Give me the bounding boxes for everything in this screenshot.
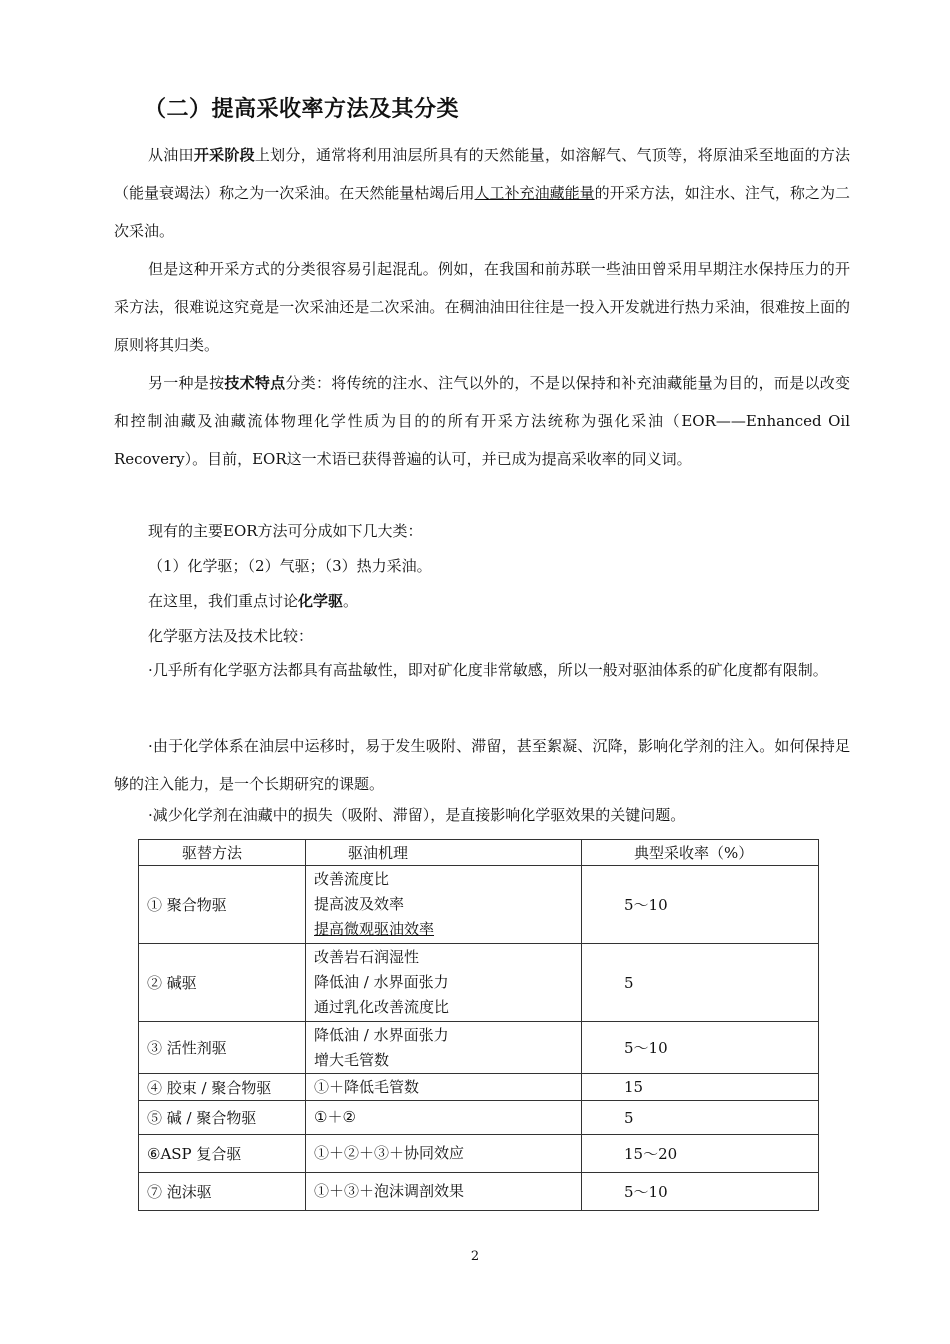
cell-mechanism — [306, 1074, 582, 1101]
cell-recovery-rate: 5～10 — [582, 866, 819, 944]
table-row — [139, 944, 819, 1022]
bullet-chemical-loss: ·减少化学剂在油藏中的损失（吸附、滞留），是直接影响化学驱效果的关键问题。 — [148, 806, 686, 824]
cell-mechanism — [306, 1173, 582, 1211]
text-run: 分类：将传统的注水、注气以外的，不是以保持和补充油藏能量为目的，而是以改变和控制油藏及油藏流体物理化学性质为目的的所有开采方法统称为强化采油（EOR——Enhanced Oil Recovery）。目前，EOR这一术语已获得普遍的认可，并已成为提高采收率的同义词。 — [114, 374, 850, 468]
comparison-intro: 化学驱方法及技术比较： — [148, 627, 314, 645]
cell-mechanism — [306, 944, 582, 1022]
bullet-adsorption-retention: ·由于化学体系在油层中运移时，易于发生吸附、滞留，甚至絮凝、沉降，影响化学剂的注入。如何保持足够的注入能力，是一个长期研究的课题。 — [114, 737, 850, 793]
table-row — [139, 1135, 819, 1173]
section-heading: （二）提高采收率方法及其分类 — [144, 97, 460, 122]
focus-statement — [148, 589, 358, 613]
bold-term-technical-features: 技术特点 — [224, 374, 286, 392]
mechanism-line: 降低油 / 水界面张力 — [314, 973, 449, 991]
cell-method: ⑥ASP 复合驱 — [139, 1135, 306, 1173]
paragraph-eor-definition — [114, 364, 850, 478]
mechanism-line: ①＋② — [314, 1108, 356, 1126]
header-mechanism: 驱油机理 — [306, 840, 582, 866]
table-row — [139, 1101, 819, 1135]
table-row — [139, 866, 819, 944]
cell-mechanism — [306, 1022, 582, 1074]
mechanism-line: 提高波及效率 — [314, 895, 405, 913]
header-recovery-rate: 典型采收率（%） — [582, 840, 819, 866]
text-run: 上划分，通常将利用油层所具有的天然能量，如溶解气、气顶等，将原油采至地面的方法（能量衰竭法）称之为一次采油。在天然能量枯竭后用 — [114, 146, 850, 202]
paragraph-classification-confusion: 但是这种开采方式的分类很容易引起混乱。例如，在我国和前苏联一些油田曾采用早期注水保持压力的开采方法，很难说这究竟是一次采油还是二次采油。在稠油油田往往是一投入开发就进行热力采油，很难按上面的原则将其归类。 — [114, 260, 850, 354]
table-row — [139, 1074, 819, 1101]
table-row — [139, 1173, 819, 1211]
bold-term-development-stage: 开采阶段 — [193, 146, 255, 164]
header-method: 驱替方法 — [139, 840, 306, 866]
mechanism-line: 改善流度比 — [314, 870, 390, 888]
mechanism-line: 改善岩石润湿性 — [314, 948, 420, 966]
cell-mechanism — [306, 866, 582, 944]
mechanism-line: 增大毛管数 — [314, 1050, 390, 1069]
cell-recovery-rate: 15 — [582, 1074, 819, 1101]
cell-mechanism — [306, 1135, 582, 1173]
cell-method: ⑤ 碱 / 聚合物驱 — [139, 1101, 306, 1135]
page-number: 2 — [470, 1249, 480, 1264]
text-run: 从油田 — [148, 146, 194, 164]
cell-method: ④ 胶束 / 聚合物驱 — [139, 1074, 306, 1101]
mechanism-line: 降低油 / 水界面张力 — [314, 1025, 449, 1044]
bold-term-chemical-flooding: 化学驱 — [298, 592, 344, 610]
cell-method: ② 碱驱 — [139, 944, 306, 1022]
text-run: 在这里，我们重点讨论 — [148, 592, 299, 610]
mechanism-line: ①＋降低毛管数 — [314, 1077, 420, 1096]
cell-recovery-rate: 5～10 — [582, 1173, 819, 1211]
cell-method: ① 聚合物驱 — [139, 866, 306, 944]
bullet-salt-sensitivity: ·几乎所有化学驱方法都具有高盐敏性，即对矿化度非常敏感，所以一般对驱油体系的矿化度都有限制。 — [148, 661, 828, 679]
mechanism-line: 通过乳化改善流度比 — [314, 998, 450, 1016]
cell-method: ③ 活性剂驱 — [139, 1022, 306, 1074]
cell-method: ⑦ 泡沫驱 — [139, 1173, 306, 1211]
table-row — [139, 1022, 819, 1074]
mechanism-line: ①＋②＋③＋协同效应 — [314, 1144, 465, 1162]
mechanism-line: 提高微观驱油效率 — [314, 920, 435, 938]
cell-recovery-rate: 5 — [582, 1101, 819, 1135]
mechanism-line: ①＋③＋泡沫调剖效果 — [314, 1182, 465, 1200]
underlined-term-artificial-energy: 人工补充油藏能量 — [474, 184, 595, 202]
cell-recovery-rate: 15～20 — [582, 1135, 819, 1173]
eor-categories-list: （1）化学驱；（2）气驱；（3）热力采油。 — [148, 557, 432, 575]
cell-recovery-rate: 5 — [582, 944, 819, 1022]
paragraph-primary-recovery — [114, 136, 850, 250]
text-run: 的开采方法，如注水、注气，称之为二次采油。 — [114, 184, 850, 240]
eor-categories-intro: 现有的主要EOR方法可分成如下几大类： — [148, 522, 423, 540]
cell-mechanism — [306, 1101, 582, 1135]
eor-comparison-table — [138, 839, 819, 1211]
text-run: 。 — [343, 592, 359, 610]
table-header-row — [139, 840, 819, 866]
text-run: 另一种是按 — [148, 374, 225, 392]
cell-recovery-rate: 5～10 — [582, 1022, 819, 1074]
